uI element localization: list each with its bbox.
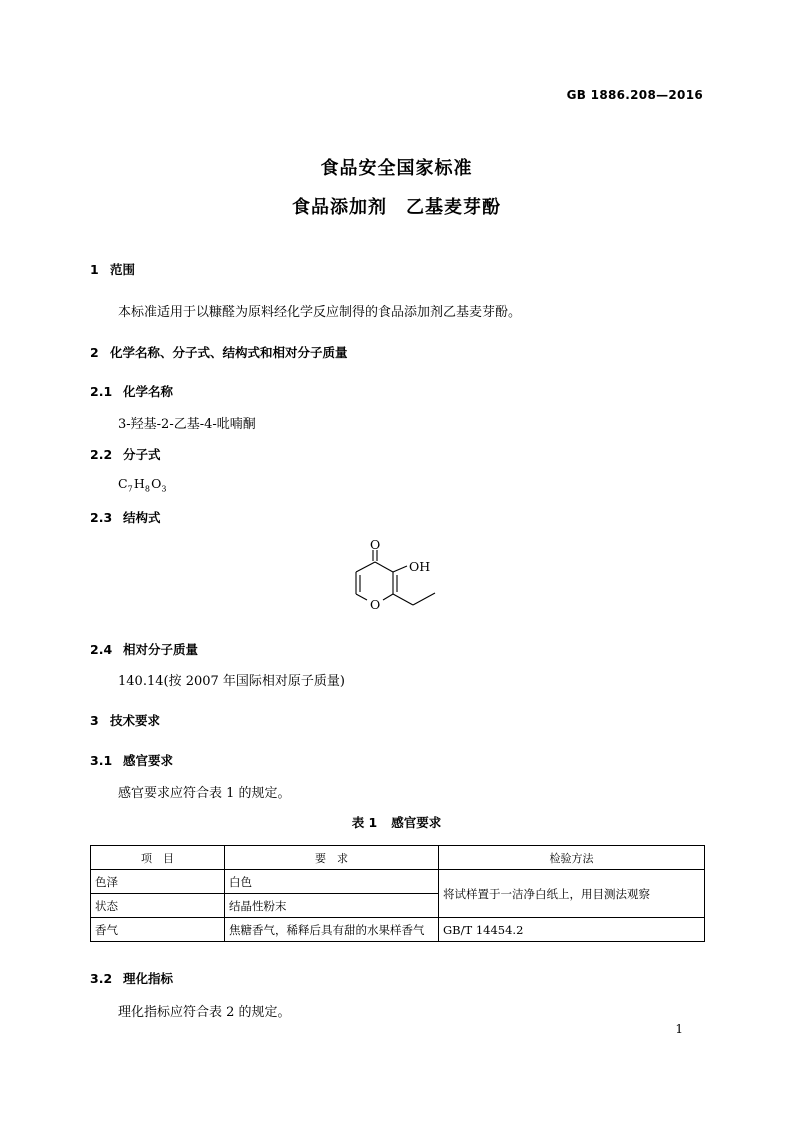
row-method: 将试样置于一洁净白纸上，用目测法观察 [439, 870, 705, 918]
column-header-method: 检验方法 [439, 846, 705, 870]
section-2-4-heading: 2.4 相对分子质量 [90, 642, 199, 657]
table-1-caption: 表 1 感官要求 [351, 815, 442, 830]
structural-formula [335, 530, 455, 626]
section-2-2-heading: 2.2 分子式 [90, 447, 161, 462]
section-2-3-heading: 2.3 结构式 [90, 510, 161, 525]
row-requirement: 白色 [225, 870, 439, 894]
chemical-name: 3-羟基-2-乙基-4-吡喃酮 [118, 417, 256, 432]
section-3-heading: 3 技术要求 [90, 713, 161, 728]
document-subtitle: 食品添加剂 乙基麦芽酚 [292, 197, 501, 218]
molecular-formula: $C_7$ $H_8$ $O_3$ [118, 476, 167, 494]
section-1-heading: 1 范围 [90, 262, 136, 277]
section-2-1-heading: 2.1 化学名称 [90, 384, 174, 399]
carbonyl-oxygen-label: O [370, 537, 381, 552]
column-header-requirement: 要 求 [225, 846, 439, 870]
molecular-weight: 140.14(按 2007 年国际相对原子质量) [118, 674, 345, 689]
row-requirement: 焦糖香气，稀释后具有甜的水果样香气 [225, 918, 439, 942]
standard-number: GB 1886.208—2016 [566, 88, 703, 102]
section-1-text: 本标准适用于以糠醛为原料经化学反应制得的食品添加剂乙基麦芽酚。 [118, 305, 522, 320]
table-row [91, 870, 705, 894]
column-header-item: 项 目 [91, 846, 225, 870]
section-3-2-heading: 3.2 理化指标 [90, 971, 174, 986]
section-3-2-text: 理化指标应符合表 2 的规定。 [118, 1005, 291, 1020]
ring-oxygen-label: O [370, 597, 381, 612]
document-title: 食品安全国家标准 [320, 158, 473, 179]
section-3-1-heading: 3.1 感官要求 [90, 753, 174, 768]
table-row [91, 918, 705, 942]
table-header-row [91, 846, 705, 870]
section-3-1-text: 感官要求应符合表 1 的规定。 [118, 786, 291, 801]
page-number: 1 [675, 1022, 683, 1036]
hydroxyl-label: OH [409, 559, 431, 574]
sensory-requirements-table [90, 845, 705, 942]
row-item: 状态 [91, 894, 225, 918]
section-2-heading: 2 化学名称、分子式、结构式和相对分子质量 [90, 345, 348, 360]
row-item: 香气 [91, 918, 225, 942]
row-item: 色泽 [91, 870, 225, 894]
row-requirement: 结晶性粉末 [225, 894, 439, 918]
row-method: GB/T 14454.2 [439, 918, 705, 942]
